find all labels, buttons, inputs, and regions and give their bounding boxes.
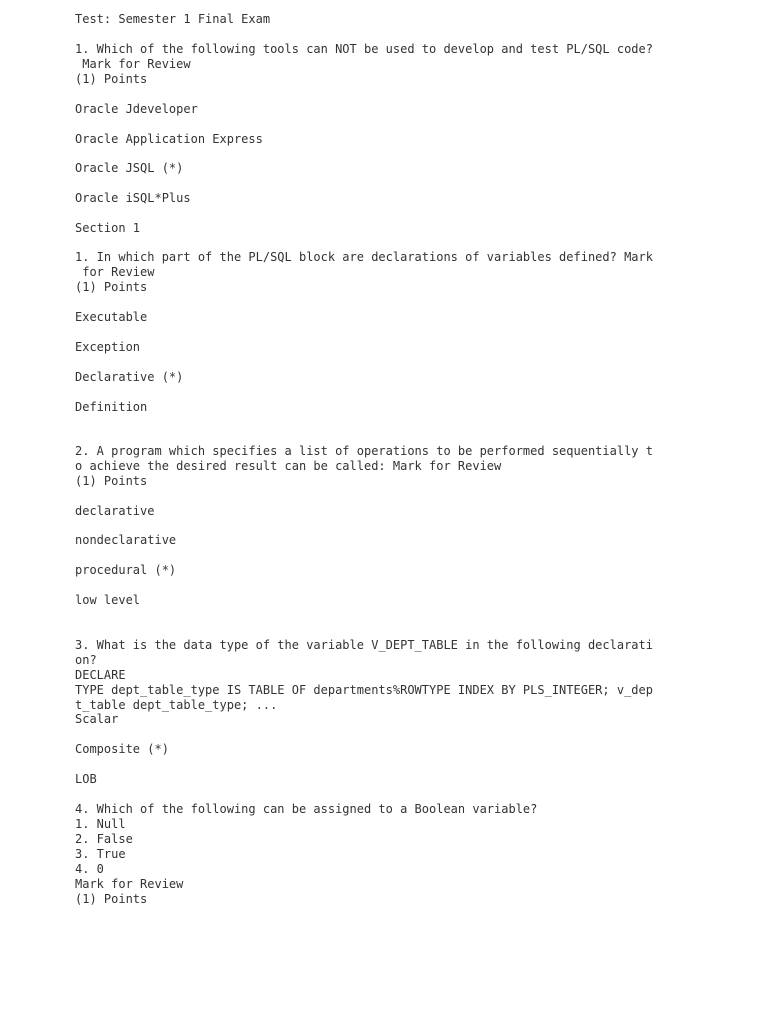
question-text: o achieve the desired result can be called: Mark for Review bbox=[75, 459, 502, 473]
question-text: for Review bbox=[75, 265, 155, 279]
points-label: (1) Points bbox=[75, 72, 148, 86]
answer-option: Oracle Application Express bbox=[75, 132, 263, 146]
question-text: 4. Which of the following can be assigned to a Boolean variable? bbox=[75, 802, 538, 816]
points-label: (1) Points bbox=[75, 280, 148, 294]
page-bottom-cutoff bbox=[75, 1016, 135, 1024]
question-text: 1. In which part of the PL/SQL block are declarations of variables defined? Mark bbox=[75, 250, 653, 264]
list-item: 1. Null bbox=[75, 817, 126, 831]
list-item: 3. True bbox=[75, 847, 126, 861]
answer-option: Declarative (*) bbox=[75, 370, 184, 384]
section-label: Section 1 bbox=[75, 221, 141, 235]
answer-option: Definition bbox=[75, 400, 148, 414]
code-line: t_table dept_table_type; ... bbox=[75, 698, 278, 712]
points-label: (1) Points bbox=[75, 892, 148, 906]
code-line: TYPE dept_table_type IS TABLE OF departments%ROWTYPE INDEX BY PLS_INTEGER; v_dep bbox=[75, 683, 653, 697]
answer-option: procedural (*) bbox=[75, 563, 177, 577]
list-item: 2. False bbox=[75, 832, 133, 846]
question-text: 1. Which of the following tools can NOT be used to develop and test PL/SQL code? bbox=[75, 42, 653, 56]
answer-option: Oracle Jdeveloper bbox=[75, 102, 198, 116]
answer-option: nondeclarative bbox=[75, 533, 177, 547]
answer-option: low level bbox=[75, 593, 141, 607]
list-item: 4. 0 bbox=[75, 862, 104, 876]
question-text: 3. What is the data type of the variable V_DEPT_TABLE in the following declarati bbox=[75, 638, 653, 652]
answer-option: declarative bbox=[75, 504, 155, 518]
question-text: Mark for Review bbox=[75, 57, 191, 71]
answer-option: Scalar bbox=[75, 712, 119, 726]
page-title: Test: Semester 1 Final Exam bbox=[75, 12, 271, 26]
mark-for-review-label: Mark for Review bbox=[75, 877, 184, 891]
question-text: 2. A program which specifies a list of operations to be performed sequentially t bbox=[75, 444, 653, 458]
points-label: (1) Points bbox=[75, 474, 148, 488]
answer-option: Exception bbox=[75, 340, 141, 354]
answer-option: Composite (*) bbox=[75, 742, 169, 756]
question-text: on? bbox=[75, 653, 97, 667]
code-line: DECLARE bbox=[75, 668, 126, 682]
answer-option: Oracle iSQL*Plus bbox=[75, 191, 191, 205]
answer-option: Oracle JSQL (*) bbox=[75, 161, 184, 175]
answer-option: LOB bbox=[75, 772, 97, 786]
answer-option: Executable bbox=[75, 310, 148, 324]
